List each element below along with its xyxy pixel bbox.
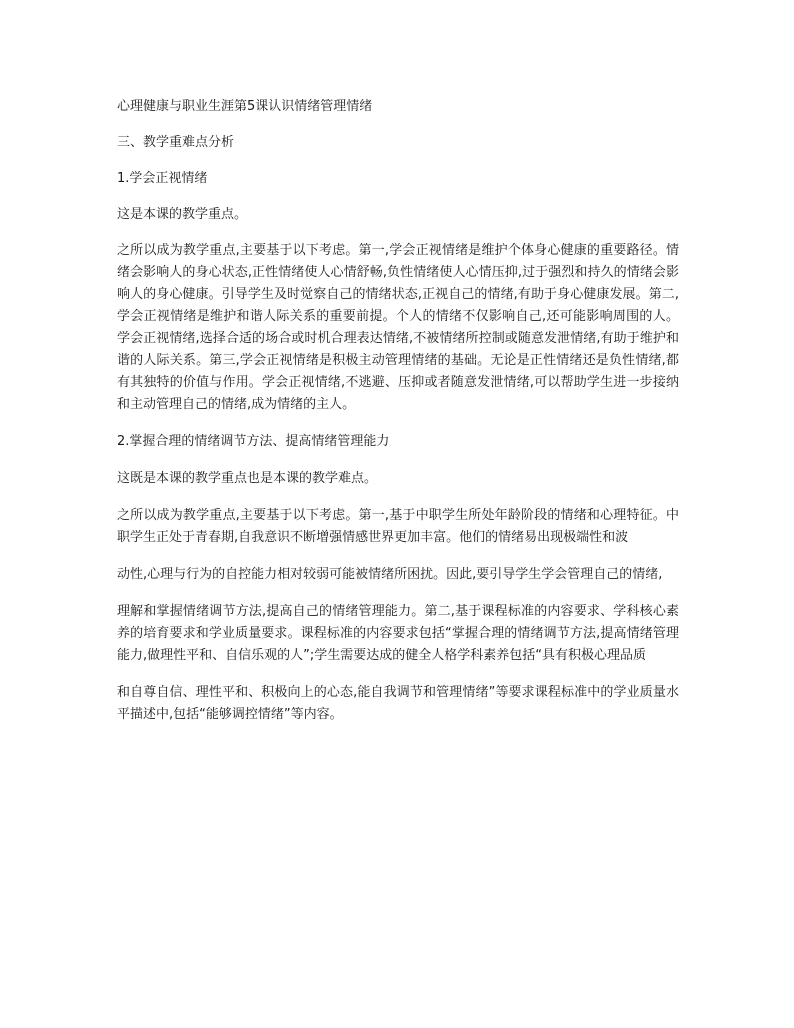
- document-page: [117, 96, 679, 726]
- point2-body-part-b: 动性,心理与行为的自控能力相对较弱可能被情绪所困扰。因此,要引导学生学会管理自己的情绪,: [117, 567, 663, 582]
- point1-heading: 1.学会正视情绪: [117, 171, 208, 186]
- point2-intro: 这既是本课的教学重点也是本课的教学难点。: [117, 471, 378, 486]
- section-heading: 三、教学重难点分析: [117, 135, 235, 150]
- point1-intro: 这是本课的教学重点。: [117, 207, 248, 222]
- point2-heading: 2.掌握合理的情绪调节方法、提高情绪管理能力: [117, 434, 390, 449]
- document-title: 心理健康与职业生涯第5课认识情绪管理情绪: [117, 99, 373, 114]
- point2-body-part-c: 理解和掌握情绪调节方法,提高自己的情绪管理能力。第二,基于课程标准的内容要求、学科核心素养的培育要求和学业质量要求。课程标准的内容要求包括“掌握合理的情绪调节方法,提高情绪管理能力,做理性平和、自信乐观的人”;学生需要达成的健全人格学科素养包括“具有积极心理品质: [117, 604, 679, 663]
- point1-body: 之所以成为教学重点,主要基于以下考虑。第一,学会正视情绪是维护个体身心健康的重要路径。情绪会影响人的身心状态,正性情绪使人心情舒畅,负性情绪使人心情压抑,过于强烈和持久的情绪会影响人的身心健康。引导学生及时觉察自己的情绪状态,正视自己的情绪,有助于身心健康发展。第二,学会正视情绪是维护和谐人际关系的重要前提。个人的情绪不仅影响自己,还可能影响周围的人。学会正视情绪,选择合适的场合或时机合理表达情绪,不被情绪所控制或随意发泄情绪,有助于维护和谐的人际关系。第三,学会正视情绪是积极主动管理情绪的基础。无论是正性情绪还是负性情绪,都有其独特的价值与作用。学会正视情绪,不逃避、压抑或者随意发泄情绪,可以帮助学生进一步接纳和主动管理自己的情绪,成为情绪的主人。: [117, 243, 679, 412]
- point2-body-part-d: 和自尊自信、理性平和、积极向上的心态,能自我调节和管理情绪”等要求课程标准中的学业质量水平描述中,包括“能够调控情绪”等内容。: [117, 685, 679, 722]
- point2-body-part-a: 之所以成为教学重点,主要基于以下考虑。第一,基于中职学生所处年龄阶段的情绪和心理特征。中职学生正处于青春期,自我意识不断增强情感世界更加丰富。他们的情绪易出现极端性和波: [117, 508, 679, 545]
